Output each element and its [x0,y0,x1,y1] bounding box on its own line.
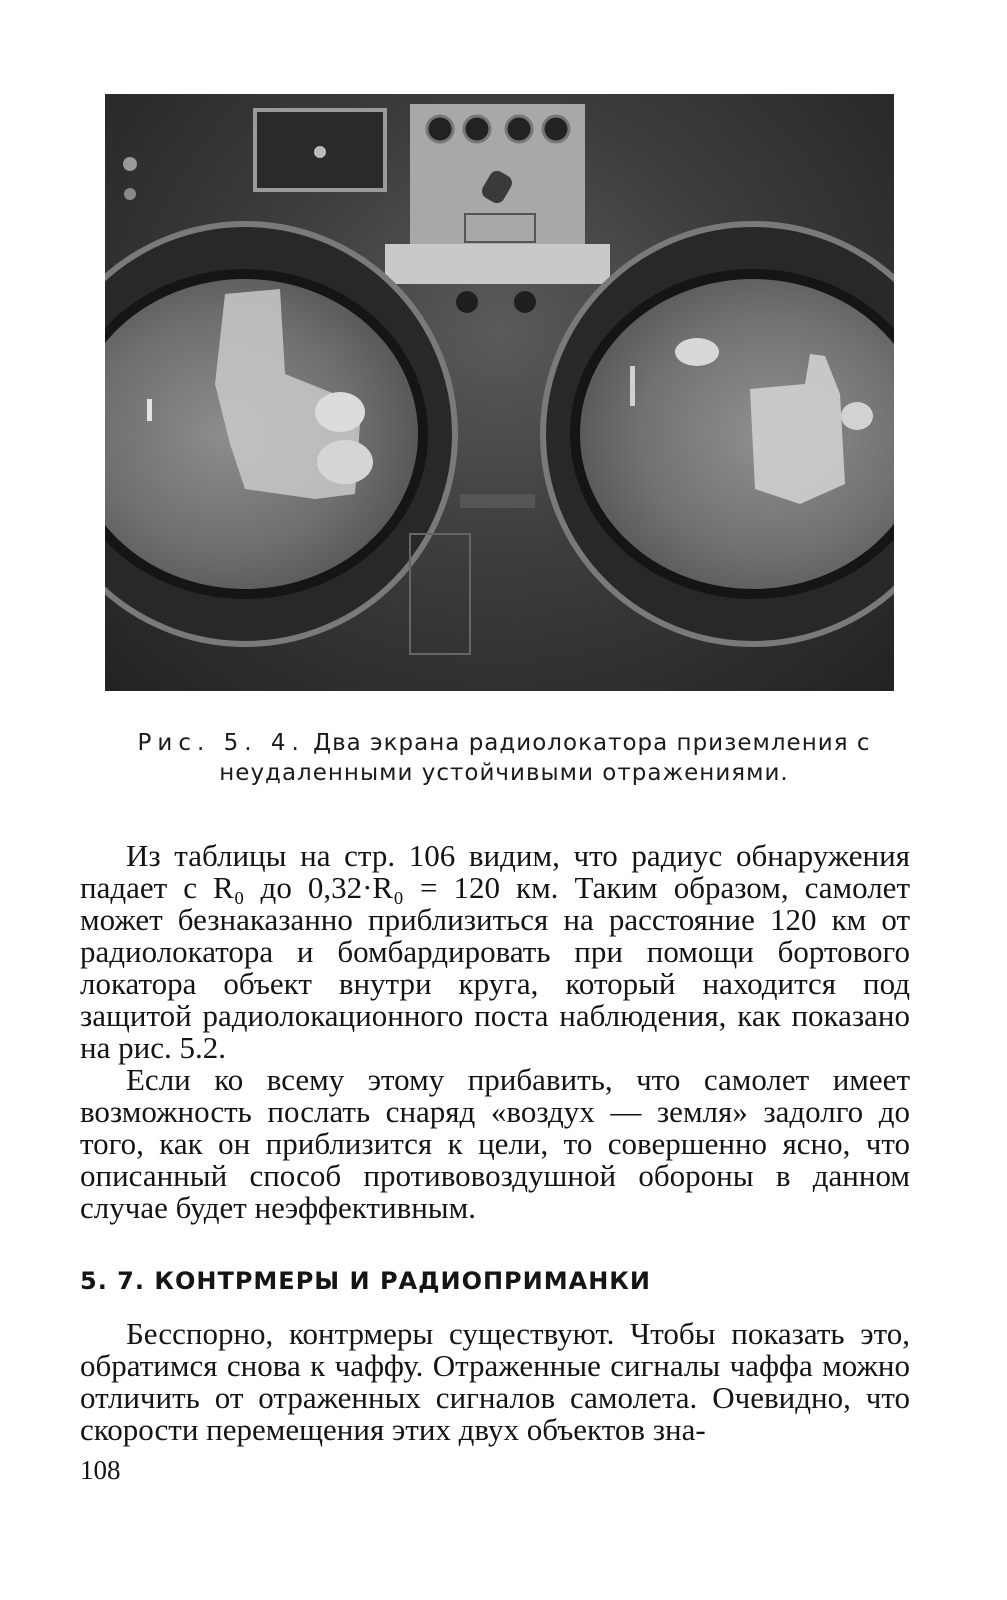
section-heading: 5. 7. КОНТРМЕРЫ И РАДИОПРИМАНКИ [80,1267,651,1295]
figure-caption [80,728,928,788]
photo-illustration [105,94,894,691]
paragraph: Из таблицы на стр. 106 видим, что радиус обнаружения падает с R₀ до 0,32·R₀ = 120 км. Таким образом, самолет может безнаказанно приблизиться на расстояние 120 км от радиолокатора и бомбардировать при помощи бортового локатора объект внутри круга, который находится под защитой радиолокационного поста наблюдения, как показано на рис. 5.2. [80,838,910,1065]
section-text-block [80,1318,910,1446]
paragraph: Бесспорно, контрмеры существуют. Чтобы показать это, обратимся снова к чаффу. Отраженные сигналы чаффа можно отличить от отраженных сигналов самолета. Очевидно, что скорости перемещения этих двух объектов зна- [80,1316,910,1447]
figure-caption-label: Рис. 5. 4. [137,730,305,756]
figure-caption-text: Два экрана радиолокатора приземления с неудаленными устойчивыми отражениями. [219,730,871,786]
main-text-block [80,840,910,1224]
paragraph: Если ко всему этому прибавить, что самолет имеет возможность послать снаряд «воздух — земля» задолго до того, как он приблизится к цели, то совершенно ясно, что описанный способ противовоздушной обороны в данном случае будет неэффективным. [80,1062,910,1225]
page-number: 108 [80,1455,121,1485]
radar-screens-photo [105,94,894,691]
